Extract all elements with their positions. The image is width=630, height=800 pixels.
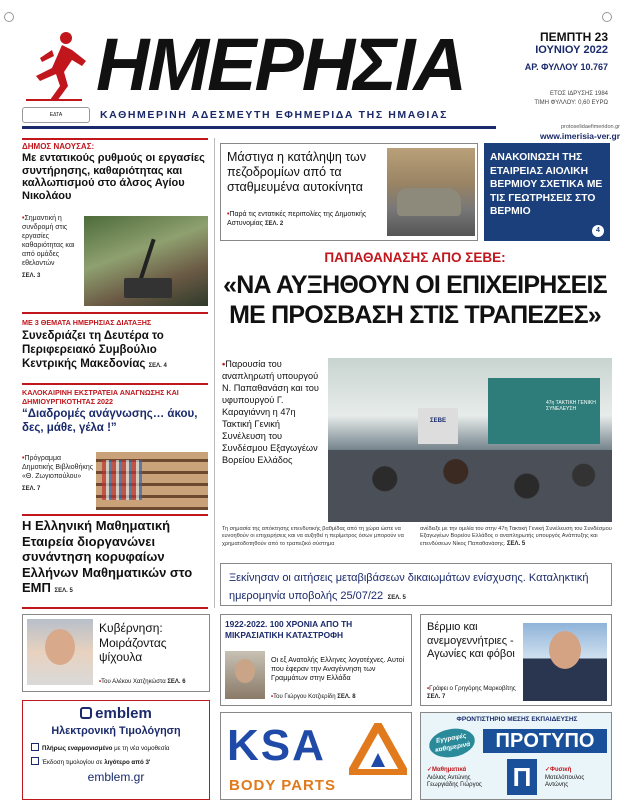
ad-line-1-bold: Πλήρως εναρμονισμένο <box>42 745 113 752</box>
school-logo: Π <box>507 759 537 795</box>
issue-day: ΠΕΜΠΤΗ 23 <box>539 30 608 44</box>
school-left-subjects: ✓Μαθηματικά Λιόλιος Αντώνης Γεωργιάδης Γιώργος <box>427 767 482 788</box>
teacher-1: Λιόλιος Αντώνης <box>427 774 471 781</box>
ksa-logo: KSA <box>227 721 326 770</box>
article-headline: Μάστιγα η κατάληψη των πεζοδρομίων από τα σταθμευμένα αυτοκίνητα <box>227 150 367 194</box>
teacher-4: Αντώνης <box>545 782 569 788</box>
photo-opinion-author <box>27 619 93 685</box>
article-byline: •Του Αλέκου Χατζηκώστα ΣΕΛ. 6 <box>99 679 186 685</box>
article-kicker: ΔΗΜΟΣ ΝΑΟΥΣΑΣ: <box>22 142 95 151</box>
school-right-subjects: ✓Φυσική Μοτελόπουλος Αντώνης <box>545 767 585 788</box>
lead-caption: •Παρουσία του αναπληρωτή υπουργού Ν. Παπαθανάση και του υφυπουργού Γ. Καραγιάννη η 47η Τακτική Γενική Συνέλευση του Συνδέσμου Εξαγωγέων Βορείου Ελλάδος <box>222 359 319 465</box>
ad-ksa[interactable] <box>220 712 412 800</box>
byline-text: Γράφει ο Γρηγόρης Μαρκοβίτης <box>429 685 516 692</box>
photo-wind-author <box>523 623 607 701</box>
page-ref: ΣΕΛ. 5 <box>54 588 73 594</box>
article-sidewalks[interactable] <box>220 143 478 241</box>
face-shape <box>45 629 75 665</box>
article-byline: •Του Γιώργου Κοτζιερίδη ΣΕΛ. 8 <box>271 694 356 700</box>
emblem-logo-icon <box>80 707 92 719</box>
byline-text: Του Αλέκου Χατζηκώστα <box>101 679 166 685</box>
article-asia-minor[interactable] <box>220 614 412 706</box>
site-url[interactable]: www.imerisia-ver.gr <box>540 131 620 141</box>
ad-line-2 <box>31 757 209 766</box>
page-ref: ΣΕΛ. 3 <box>22 273 41 279</box>
article-council[interactable] <box>22 318 210 373</box>
photo-parked-car <box>387 148 475 236</box>
lead-body-left: Τη σημασία της απόκτησης επενδυτικής βαθμίδας από τη χώρα ώστε να ευνοηθούν οι επιχειρήσεις και να αυξηθεί η περίμετρος όσων μπορούν να χρηματοδοτηθούν από το τραπεζικό σύστημα <box>222 526 404 547</box>
ad-school[interactable] <box>420 712 612 800</box>
article-headline: Ξεκίνησαν οι αιτήσεις μεταβιβάσεων δικαιωμάτων ενίσχυσης. Καταληκτική ημερομηνία υποβολής 25/07/22 <box>229 572 589 602</box>
article-headline: Κυβέρνηση: Μοιράζοντας ψίχουλα <box>99 621 167 664</box>
ad-title: Ηλεκτρονική Τιμολόγηση <box>51 725 181 737</box>
article-opinion[interactable] <box>22 614 210 692</box>
screen-text: 47η ΤΑΚΤΙΚΗ ΓΕΝΙΚΗ ΣΥΝΕΛΕΥΣΗ <box>546 400 596 412</box>
ksa-subtitle: BODY PARTS <box>229 777 336 794</box>
article-naousa[interactable] <box>22 142 210 202</box>
ad-emblem[interactable] <box>22 700 210 800</box>
announcement-page-badge: 4 <box>592 225 604 237</box>
body-text: ανέδειξε με την ομιλία του στην 47η Τακτική Γενική Συνέλευση του Συνδέσμου Εξαγωγέων Βορείου Ελλάδος ο αναπληρωτής υπουργός Ανάπτυξης και επενδύσεων Νίκος Παπαθανάσης. <box>420 526 612 547</box>
article-headline: “Διαδρομές ανάγνωσης… άκου, δες, μάθε, γέλα !” <box>22 408 198 434</box>
edta-logo: ΕΔΤΑ <box>49 112 63 118</box>
car-shape <box>397 188 461 216</box>
article-reading[interactable] <box>22 388 210 435</box>
teacher-2: Γεωργιάδης Γιώργος <box>427 782 482 788</box>
article-kicker: ΜΕ 3 ΘΕΜΑΤΑ ΗΜΕΡΗΣΙΑΣ ΔΙΑΤΑΞΗΣ <box>22 318 152 327</box>
ad-url[interactable]: emblem.gr <box>87 770 145 784</box>
lead-headline: «ΝΑ ΑΥΞΗΘΟΥΝ ΟΙ ΕΠΙΧΕΙΡΗΣΕΙΣ ΜΕ ΠΡΟΣΒΑΣΗ ΣΤΙΣ ΤΡΑΠΕΖΕΣ» <box>223 271 607 329</box>
masthead <box>0 0 630 145</box>
issue-month-year: ΙΟΥΝΙΟΥ 2022 <box>535 44 608 56</box>
caption-text: Παρουσία του αναπληρωτή υπουργού Ν. Παπαθανάση και του υφυπουργού Γ. Καραγιάννη η 47η Τακτική Γενική Συνέλευση του Συνδέσμου Εξαγωγέων Βορείου Ελλάδος <box>222 359 319 465</box>
article-naousa-caption: •Σημαντική η συνδρομή στις εργασίες καθαριότητας και από ομάδες εθελοντών ΣΕΛ. 3 <box>22 214 82 281</box>
ksa-triangle-icon <box>349 723 407 775</box>
issue-price: ΤΙΜΗ ΦΥΛΛΟΥ: 0,60 ΕΥΡΩ <box>534 100 608 106</box>
page-ref: ΣΕΛ. 7 <box>22 486 41 492</box>
lead-kicker: ΠΑΠΑΘΑΝΑΣΗΣ ΑΠΟ ΣΕΒΕ: <box>324 250 506 265</box>
issue-founded: ΕΤΟΣ ΙΔΡΥΣΗΣ 1984 <box>549 91 608 97</box>
caption-text: Παρά τις εντατικές περιπολίες της Δημοτικής Αστυνομίας <box>227 211 367 227</box>
page-ref: ΣΕΛ. 5 <box>387 595 406 601</box>
issue-number: ΑΡ. ΦΥΛΛΟΥ 10.767 <box>524 62 608 72</box>
masthead-title: ΗΜΕΡΗΣΙΑ <box>96 23 465 106</box>
article-reading-caption: •Πρόγραμμα Δημοτικής Βιβλιοθήκης «Θ. Ζωγιοπούλου» ΣΕΛ. 7 <box>22 455 94 492</box>
tagline-rule <box>22 126 496 129</box>
page-ref: ΣΕΛ. 2 <box>264 221 284 227</box>
ad-brand: emblem <box>95 705 152 722</box>
caption-text: Σημαντική η συνδρομή στις εργασίες καθαριότητας και από ομάδες εθελοντών <box>22 215 75 267</box>
podium-text: ΣΕΒΕ <box>430 418 446 424</box>
left-rule-4 <box>22 607 208 609</box>
masthead-small-logos <box>22 107 90 123</box>
ad-line-2-pre: Έκδοση τιμολογίου σε <box>42 759 105 766</box>
audience-shape <box>328 450 612 522</box>
page-ref: ΣΕΛ. 4 <box>148 363 167 369</box>
subject-math: Μαθηματικά <box>432 767 467 773</box>
lead-body-right <box>420 526 612 548</box>
page-ref: ΣΕΛ. 8 <box>337 694 356 700</box>
left-rule-2 <box>22 383 208 385</box>
byline-text: Του Γιώργου Κοτζιερίδη <box>273 694 336 700</box>
podium-shape <box>418 408 458 444</box>
photo-park-crane <box>84 216 208 306</box>
school-header: ΦΡΟΝΤΙΣΤΗΡΙΟ ΜΕΣΗΣ ΕΚΠΑΙΔΕΥΣΗΣ <box>456 716 578 723</box>
article-byline: •Γράφει ο Γρηγόρης Μαρκοβίτης ΣΕΛ. 7 <box>427 685 516 700</box>
article-kicker: 1922-2022. 100 ΧΡΟΝΙΑ ΑΠΟ ΤΗ ΜΙΚΡΑΣΙΑΤΙΚΗ ΚΑΤΑΣΤΡΟΦΗ <box>225 619 353 640</box>
face-shape <box>549 631 581 669</box>
left-rule-3 <box>22 514 208 516</box>
face-shape <box>235 659 255 683</box>
left-top-rule <box>22 138 208 140</box>
checkbox-icon <box>31 757 39 765</box>
runner-logo-icon <box>22 30 92 102</box>
teacher-3: Μοτελόπουλος <box>545 774 585 781</box>
article-wind[interactable] <box>420 614 612 706</box>
school-badge: Εγγραφές καθημερινά <box>427 725 477 761</box>
ad-line-1-rest: με τη νέα νομοθεσία <box>112 745 170 752</box>
article-transfers[interactable] <box>220 563 612 606</box>
article-headline: Βέρμιο και ανεμογεννήτριες - Αγωνίες και φόβοι <box>427 621 515 660</box>
announcement-box[interactable] <box>484 143 610 241</box>
page-ref: ΣΕΛ. 7 <box>427 694 446 700</box>
article-caption: •Παρά τις εντατικές περιπολίες της Δημοτικής Αστυνομίας ΣΕΛ. 2 <box>227 211 367 227</box>
subject-physics: Φυσική <box>550 767 572 773</box>
article-headline: Συνεδριάζει τη Δευτέρα το Περιφερειακό Συμβούλιο Κεντρικής Μακεδονίας <box>22 330 164 370</box>
page-ref: ΣΕΛ. 5 <box>506 540 526 547</box>
photo-conference <box>328 358 612 522</box>
ad-line-1 <box>31 743 209 752</box>
page-ref: ΣΕΛ. 6 <box>167 679 186 685</box>
masthead-tagline: ΚΑΘΗΜΕΡΙΝΗ ΑΔΕΣΜΕΥΤΗ ΕΦΗΜΕΡΙΔΑ ΤΗΣ ΗΜΑΘΙΑΣ <box>100 109 449 121</box>
site-small: protoselidaefimeridon.gr <box>560 124 620 130</box>
ad-line-2-bold: λιγότερο από 3' <box>104 759 151 766</box>
school-name: ΠΡΟΤΥΠΟ <box>483 729 607 753</box>
left-rule-1 <box>22 312 208 314</box>
checkbox-icon <box>31 743 39 751</box>
article-headline: Η Ελληνική Μαθηματική Εταιρεία διοργανώνει συνάντηση κορυφαίων Ελλήνων Μαθηματικών στο ΕΜΠ <box>22 518 193 595</box>
article-kicker: ΚΑΛΟΚΑΙΡΙΝΗ ΕΚΣΤΡΑΤΕΙΑ ΑΝΑΓΝΩΣΗΣ ΚΑΙ ΔΗΜΙΟΥΡΓΙΚΟΤΗΤΑΣ 2022 <box>22 388 179 406</box>
announcement-text: ΑΝΑΚΟΙΝΩΣΗ ΤΗΣ ΕΤΑΙΡΕΙΑΣ ΑΙΟΛΙΚΗ ΒΕΡΜΙΟΥ ΣΧΕΤΙΚΑ ΜΕ ΤΙΣ ΓΕΩΤΡΗΣΕΙΣ ΣΤΟ ΒΕΡΜΙΟ <box>490 152 603 218</box>
truck-shape <box>124 278 172 298</box>
shelf-books <box>102 460 142 500</box>
column-divider <box>214 138 215 608</box>
photo-library-shelves <box>96 452 208 510</box>
article-text: Οι εξ Ανατολής Ελληνες λογοτέχνες. Αυτοί που έφεραν την Αναγέννηση των Γραμμάτων στην Ελλάδα <box>271 655 405 682</box>
ad-emblem-brand-row <box>23 705 209 722</box>
photo-asia-author <box>225 651 265 699</box>
caption-text: Πρόγραμμα Δημοτικής Βιβλιοθήκης «Θ. Ζωγιοπούλου» <box>22 455 94 480</box>
article-headline: Με εντατικούς ρυθμούς οι εργασίες συντήρησης, καθαριότητας και καλλωπισμού στο άλσος Αγίου Νικολάου <box>22 152 205 202</box>
article-math[interactable] <box>22 518 210 600</box>
